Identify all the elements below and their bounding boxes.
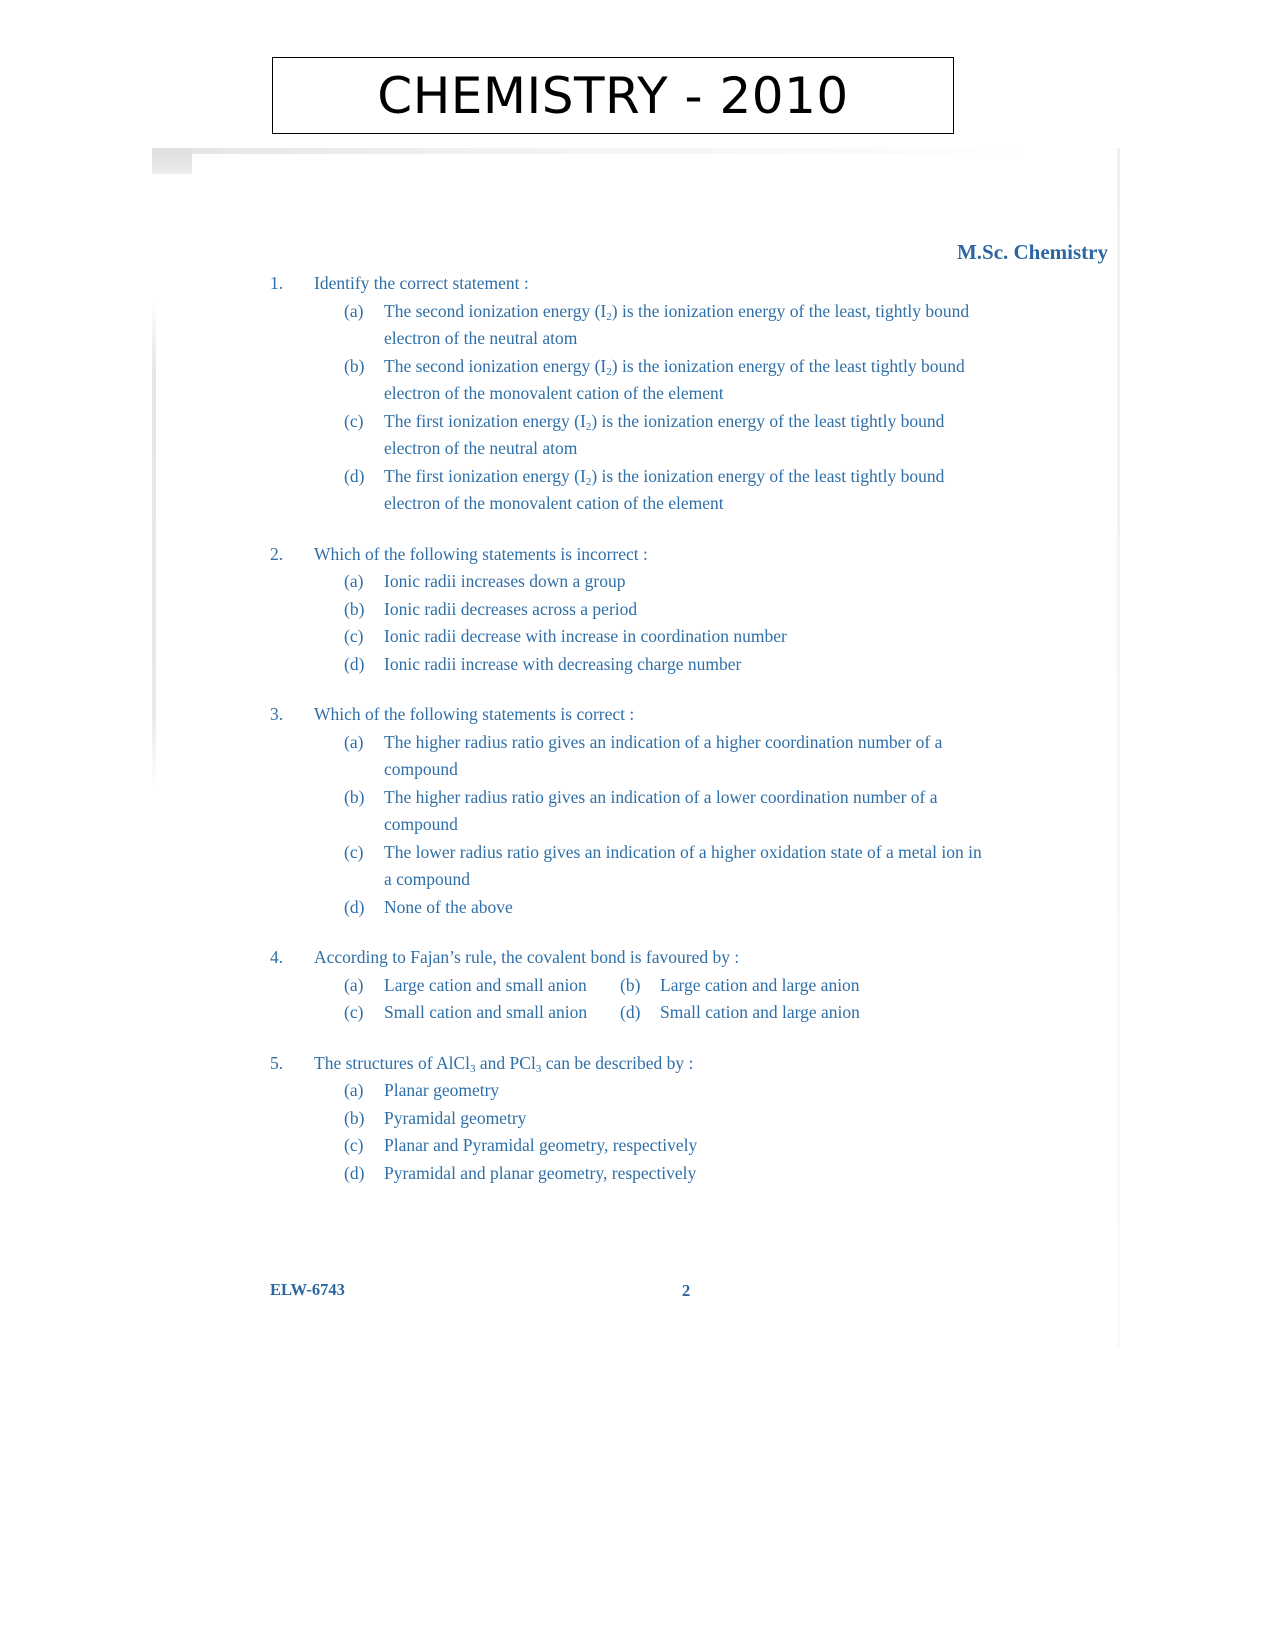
- option-text: Planar geometry: [384, 1080, 500, 1100]
- page-number: 2: [682, 1281, 691, 1300]
- option-a: [344, 729, 990, 784]
- option-c: [344, 408, 990, 463]
- paper-code: ELW-6743: [270, 1280, 345, 1299]
- page-title-box: [272, 57, 954, 134]
- option-text: The higher radius ratio gives an indication of a higher coordination number of a compound: [384, 731, 943, 779]
- option-b: [344, 1105, 990, 1133]
- option-label: (d): [344, 1162, 365, 1183]
- option-b: [344, 353, 990, 408]
- option-a: [344, 972, 620, 1000]
- option-label: (a): [344, 974, 364, 995]
- option-label: (a): [344, 571, 364, 591]
- scan-shadow: [152, 148, 1032, 154]
- option-c: [344, 623, 990, 651]
- option-c: [344, 839, 990, 894]
- option-c: [344, 999, 620, 1027]
- option-label: (d): [620, 1002, 641, 1022]
- option-label: (b): [344, 355, 365, 376]
- option-b: [620, 972, 896, 1000]
- option-text: Ionic radii decrease with increase in coordination number: [384, 626, 787, 646]
- option-label: (a): [344, 300, 364, 321]
- question-number: 1.: [270, 273, 284, 293]
- question-list: [270, 270, 990, 1210]
- scan-edge: [1117, 148, 1120, 1348]
- option-text: Small cation and large anion: [660, 1002, 860, 1022]
- option-c: [344, 1132, 990, 1160]
- question-2: [270, 541, 990, 679]
- page-title: CHEMISTRY - 2010: [377, 66, 849, 125]
- option-text: The first ionization energy $(I_2)$ is the ionization energy of the least tightly bound electron of the monovalent cation of the element: [384, 465, 945, 513]
- options: [344, 568, 990, 678]
- options: [344, 1077, 990, 1187]
- question-number: 3.: [270, 704, 284, 724]
- scan-edge: [152, 298, 156, 788]
- option-text: Large cation and small anion: [384, 974, 587, 995]
- option-a: [344, 568, 990, 596]
- option-label: (c): [344, 1002, 364, 1022]
- option-label: (b): [620, 974, 641, 995]
- option-b: [344, 596, 990, 624]
- option-label: (b): [344, 598, 365, 619]
- option-label: (b): [344, 1107, 365, 1128]
- question-5: [270, 1050, 990, 1188]
- option-text: The first ionization energy $(I_2)$ is the ionization energy of the least tightly bound electron of the neutral atom: [384, 410, 945, 458]
- question-3: [270, 701, 990, 921]
- question-1: [270, 270, 990, 518]
- option-text: The second ionization energy $(I_2)$ is the ionization energy of the least, tightly bound electron of the neutral atom: [384, 300, 970, 348]
- option-label: (a): [344, 731, 364, 752]
- subject-heading: M.Sc. Chemistry: [956, 240, 1108, 264]
- option-label: (b): [344, 786, 365, 807]
- option-label: (c): [344, 626, 364, 646]
- option-d: [344, 463, 990, 518]
- option-b: [344, 784, 990, 839]
- option-text: Planar and Pyramidal geometry, respectively: [384, 1135, 698, 1155]
- option-text: Pyramidal and planar geometry, respectively: [384, 1162, 697, 1183]
- question-4: [270, 944, 990, 1027]
- option-text: Ionic radii decreases across a period: [384, 598, 638, 619]
- option-d: [344, 894, 990, 922]
- question-text: According to Fajan’s rule, the covalent bond is favoured by :: [314, 947, 740, 967]
- option-label: (a): [344, 1080, 364, 1100]
- option-a: [344, 298, 990, 353]
- question-text: Which of the following statements is incorrect :: [314, 543, 648, 564]
- option-text: None of the above: [384, 896, 513, 917]
- option-d: [344, 651, 990, 679]
- question-number: 4.: [270, 947, 284, 967]
- option-label: (c): [344, 410, 364, 431]
- option-text: Ionic radii increase with decreasing charge number: [384, 653, 742, 674]
- option-label: (d): [344, 896, 365, 917]
- scan-corner: [152, 148, 192, 174]
- question-text: The structures of AlCl$_3$ and PCl$_3$ can be described by :: [314, 1052, 694, 1075]
- scanned-page: [152, 148, 1120, 1348]
- question-text: Identify the correct statement :: [314, 273, 529, 293]
- option-a: [344, 1077, 990, 1105]
- options: [344, 298, 990, 518]
- option-text: The second ionization energy $(I_2)$ is the ionization energy of the least tightly bound electron of the monovalent cation of the element: [384, 355, 965, 403]
- options: [344, 729, 990, 922]
- options: [344, 972, 990, 1027]
- option-label: (d): [344, 465, 365, 486]
- option-label: (c): [344, 841, 364, 862]
- option-label: (d): [344, 653, 365, 674]
- option-text: Ionic radii increases down a group: [384, 571, 626, 591]
- question-text: Which of the following statements is correct :: [314, 704, 635, 724]
- question-number: 2.: [270, 543, 284, 564]
- option-d: [344, 1160, 990, 1188]
- option-text: Large cation and large anion: [660, 974, 860, 995]
- option-label: (c): [344, 1135, 364, 1155]
- option-text: Small cation and small anion: [384, 1002, 588, 1022]
- option-text: The higher radius ratio gives an indication of a lower coordination number of a compound: [384, 786, 938, 834]
- question-number: 5.: [270, 1052, 284, 1073]
- option-text: The lower radius ratio gives an indication of a higher oxidation state of a metal ion in a compound: [384, 841, 982, 889]
- option-text: Pyramidal geometry: [384, 1107, 527, 1128]
- option-d: [620, 999, 896, 1027]
